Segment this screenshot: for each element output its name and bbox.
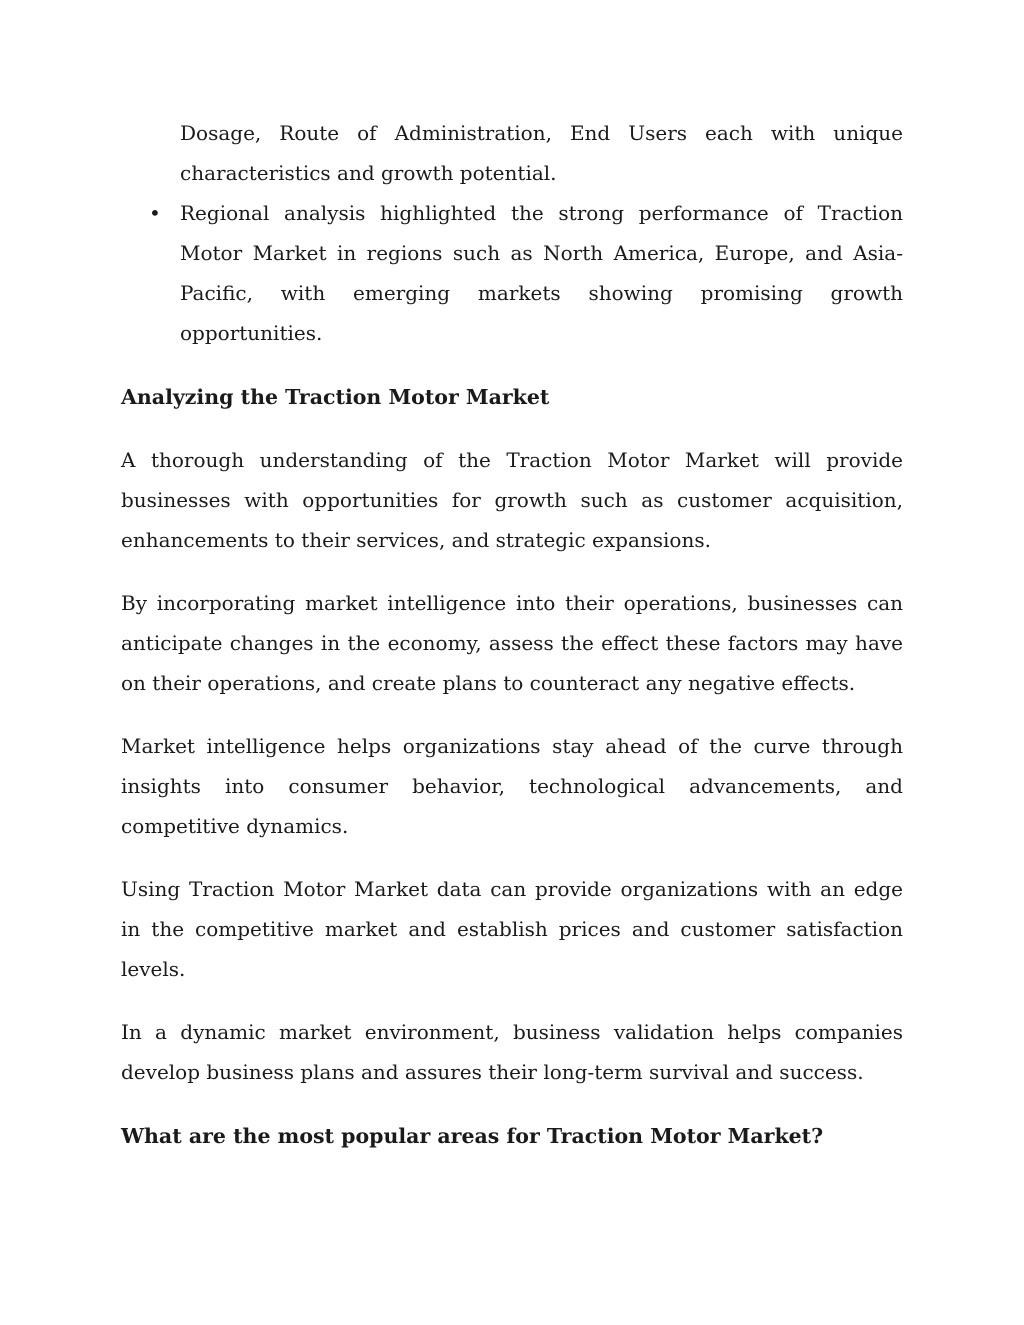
paragraph: A thorough understanding of the Traction Motor Market will provide businesses with opportunities for growth such as customer acquisition, enhancements to their services, and strategic expansions. <box>121 448 903 552</box>
section-heading: What are the most popular areas for Traction Motor Market? <box>121 1124 824 1148</box>
document-page <box>121 113 903 1156</box>
paragraph: Using Traction Motor Market data can provide organizations with an edge in the competitive market and establish prices and customer satisfaction levels. <box>121 877 903 981</box>
list-item-text: Regional analysis highlighted the strong performance of Traction Motor Market in regions such as North America, Europe, and Asia-Pacific, with emerging markets showing promising growth opportunities. <box>180 201 903 345</box>
paragraph: By incorporating market intelligence into their operations, businesses can anticipate changes in the economy, assess the effect these factors may have on their operations, and create plans to counteract any negative effects. <box>121 591 903 695</box>
list-item-text: Dosage, Route of Administration, End Users each with unique characteristics and growth potential. <box>180 121 903 185</box>
paragraph: Market intelligence helps organizations stay ahead of the curve through insights into consumer behavior, technological advancements, and competitive dynamics. <box>121 734 903 838</box>
bullet-marker: • <box>149 201 161 225</box>
bullet-list <box>121 113 903 353</box>
list-item <box>121 193 903 353</box>
paragraph: In a dynamic market environment, business validation helps companies develop business plans and assures their long-term survival and success. <box>121 1020 903 1084</box>
section-heading: Analyzing the Traction Motor Market <box>121 385 550 409</box>
list-item <box>121 113 903 193</box>
